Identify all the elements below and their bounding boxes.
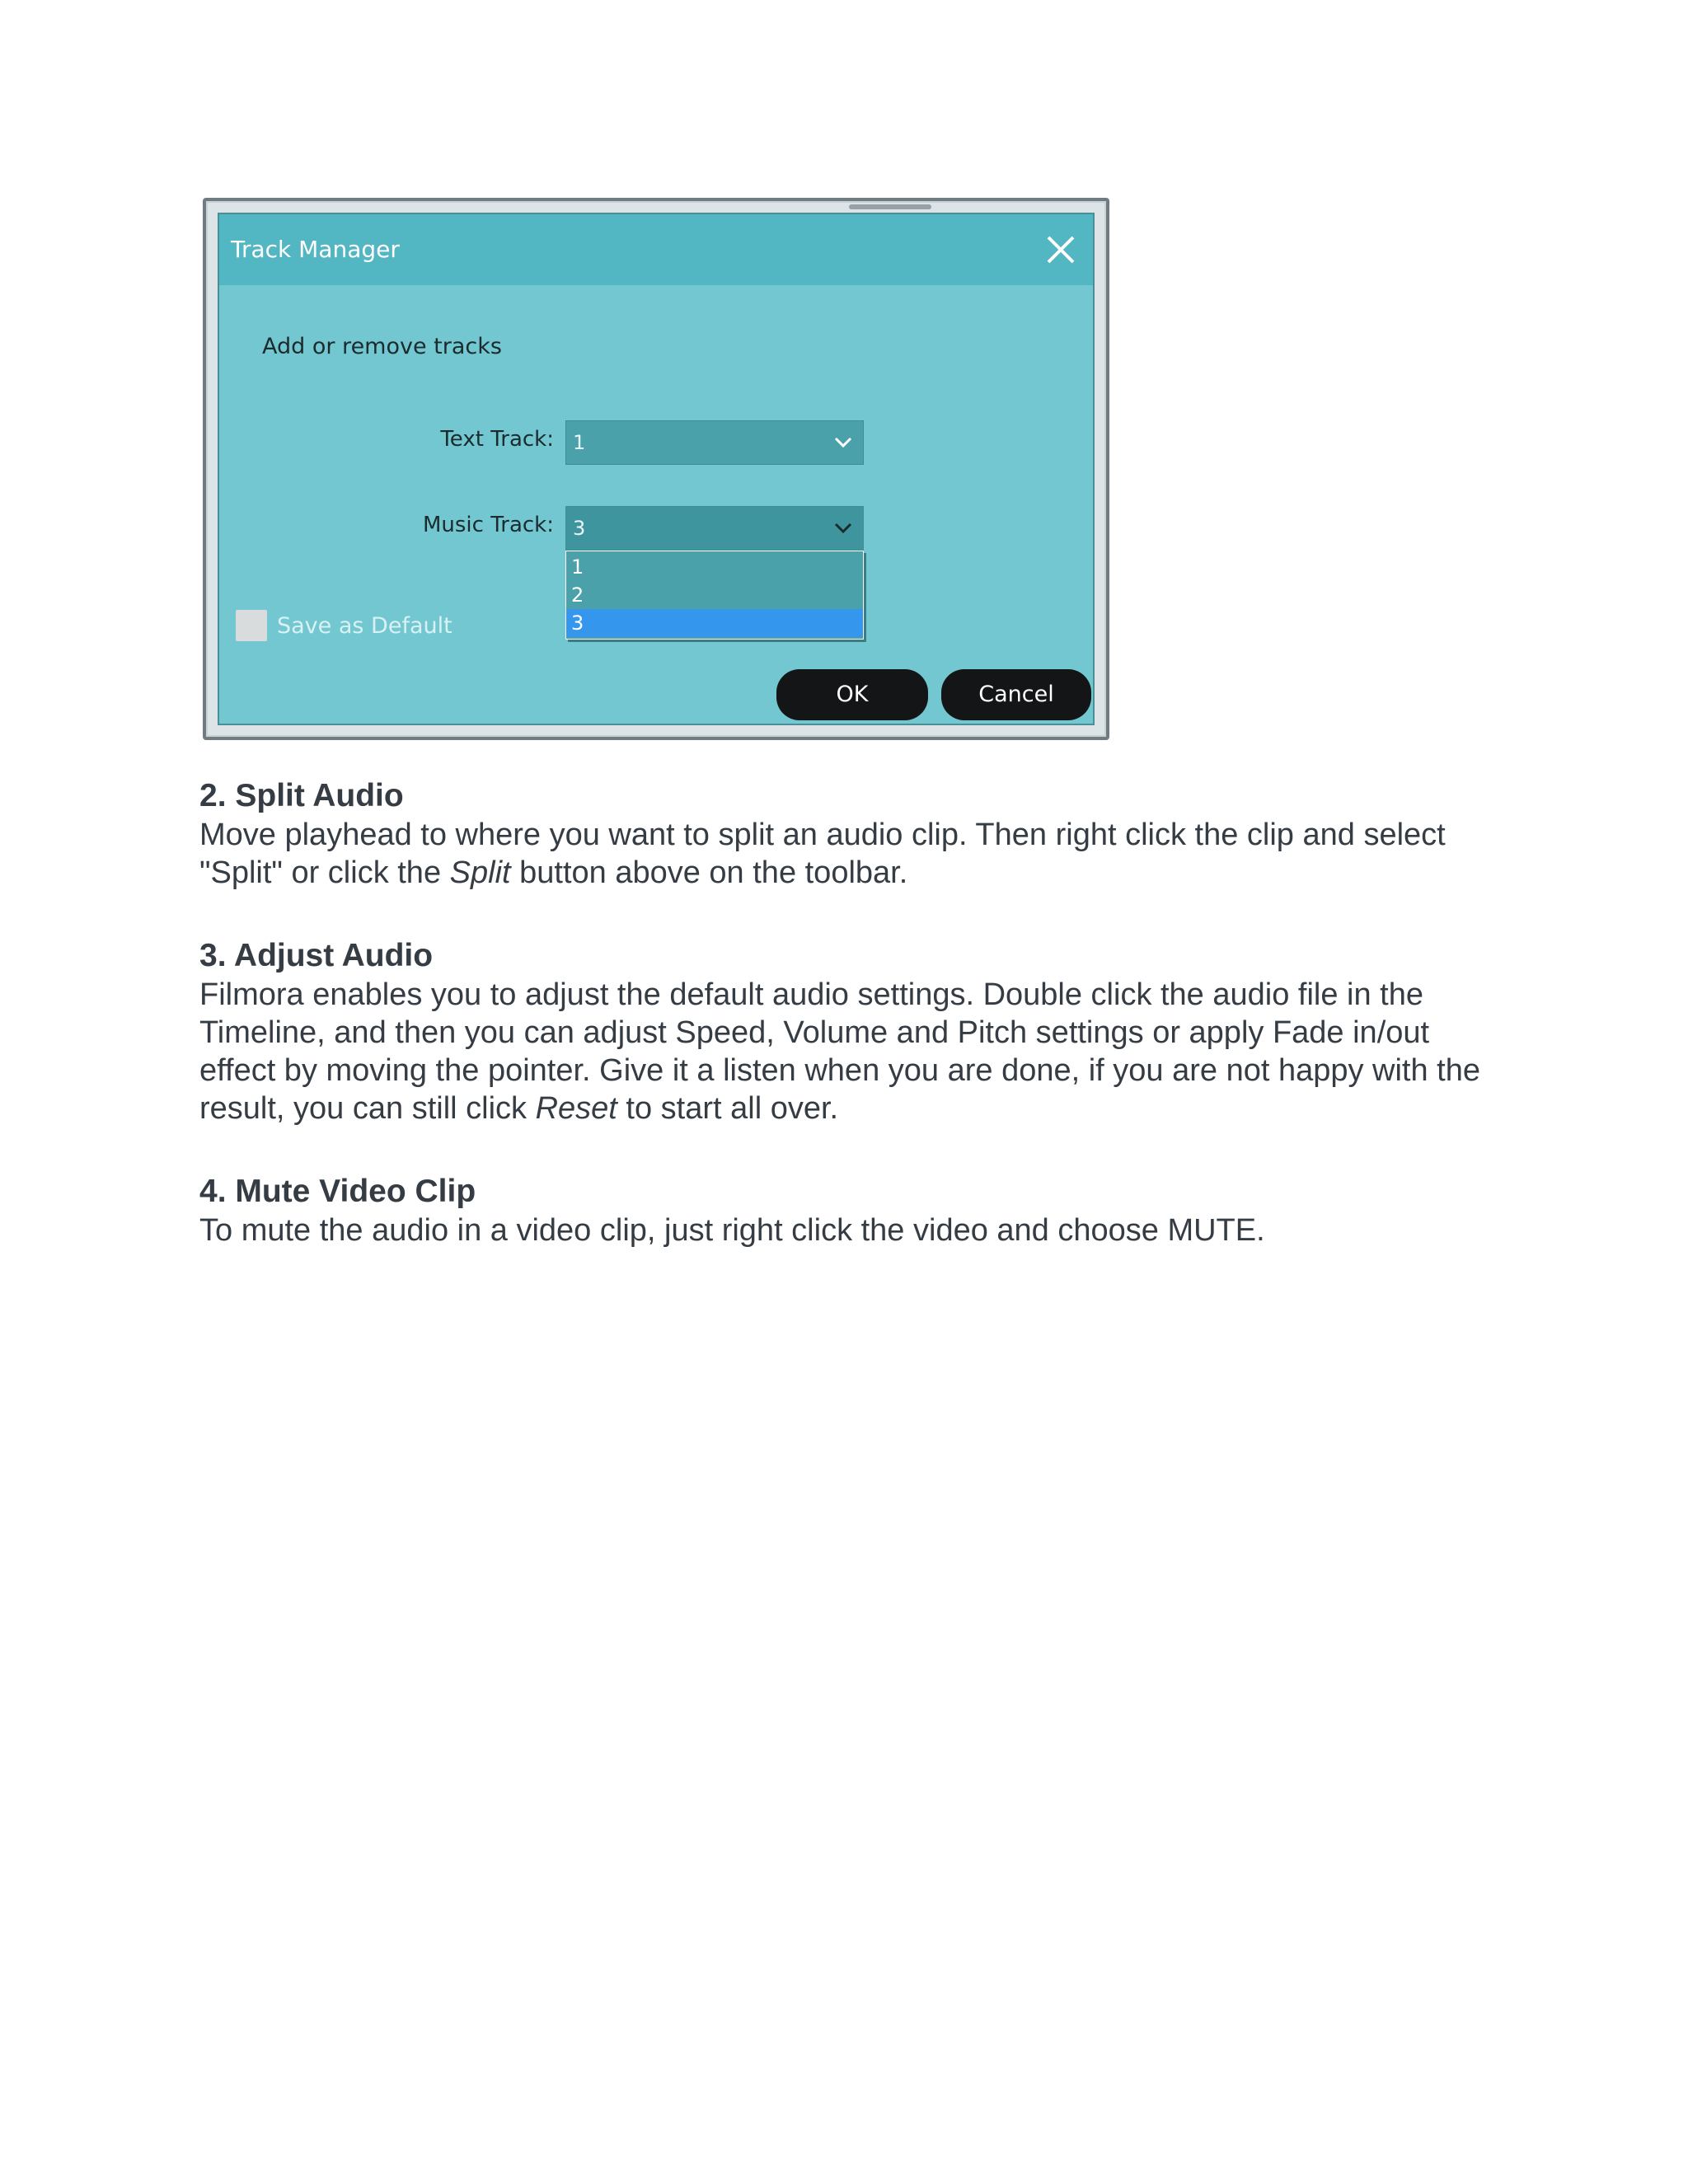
emphasis-text: Reset [535, 1091, 617, 1126]
ok-button[interactable]: OK [776, 669, 928, 720]
section-paragraph [199, 976, 1485, 1127]
section-paragraph [199, 1212, 1485, 1249]
save-default-checkbox[interactable] [236, 610, 267, 641]
music-track-option[interactable]: 2 [571, 583, 584, 607]
text-track-label: Text Track: [440, 427, 554, 452]
music-track-value: 3 [573, 517, 586, 540]
paragraph-text: Move playhead to where you want to split an audio clip. Then right click the clip and select "Split" or click the [199, 818, 1446, 890]
dialog-subtitle: Add or remove tracks [262, 334, 502, 359]
document-body [199, 776, 1485, 1294]
chevron-down-icon [833, 434, 853, 451]
music-track-select[interactable] [565, 506, 864, 551]
music-track-label: Music Track: [422, 513, 554, 537]
music-track-option[interactable]: 1 [571, 555, 584, 579]
section-adjust-audio [199, 936, 1485, 1127]
emphasis-text: Split [449, 855, 511, 890]
window-frame-highlight [849, 204, 931, 209]
paragraph-text: To mute the audio in a video clip, just right click the video and choose MUTE. [199, 1213, 1265, 1248]
text-track-select[interactable] [565, 420, 864, 465]
dialog-title: Track Manager [231, 236, 400, 263]
section-heading: 2. Split Audio [199, 778, 404, 813]
music-track-option-selected[interactable]: 3 [566, 609, 863, 637]
track-manager-dialog [218, 213, 1095, 725]
paragraph-text: Filmora enables you to adjust the default audio settings. Double click the audio file in the Timeline, and then you can adjust Speed, Volume and Pitch settings or apply Fade in/out effect by moving the pointer. Give it a listen when you are done, if you are not happy with the result, you can still click [199, 977, 1481, 1126]
section-heading: 4. Mute Video Clip [199, 1174, 476, 1209]
close-button[interactable] [1042, 231, 1080, 269]
dialog-titlebar [219, 214, 1093, 285]
close-icon [1042, 231, 1080, 269]
chevron-down-icon [833, 520, 853, 537]
section-mute-video-clip [199, 1172, 1485, 1249]
section-paragraph [199, 816, 1485, 892]
section-split-audio [199, 776, 1485, 892]
save-default-label: Save as Default [277, 613, 452, 639]
section-heading: 3. Adjust Audio [199, 938, 434, 973]
text-track-value: 1 [573, 431, 586, 454]
paragraph-text: to start all over. [617, 1091, 839, 1126]
cancel-button[interactable]: Cancel [941, 669, 1091, 720]
track-manager-screenshot [203, 198, 1109, 740]
music-track-dropdown [565, 551, 864, 640]
paragraph-text: button above on the toolbar. [510, 855, 908, 890]
